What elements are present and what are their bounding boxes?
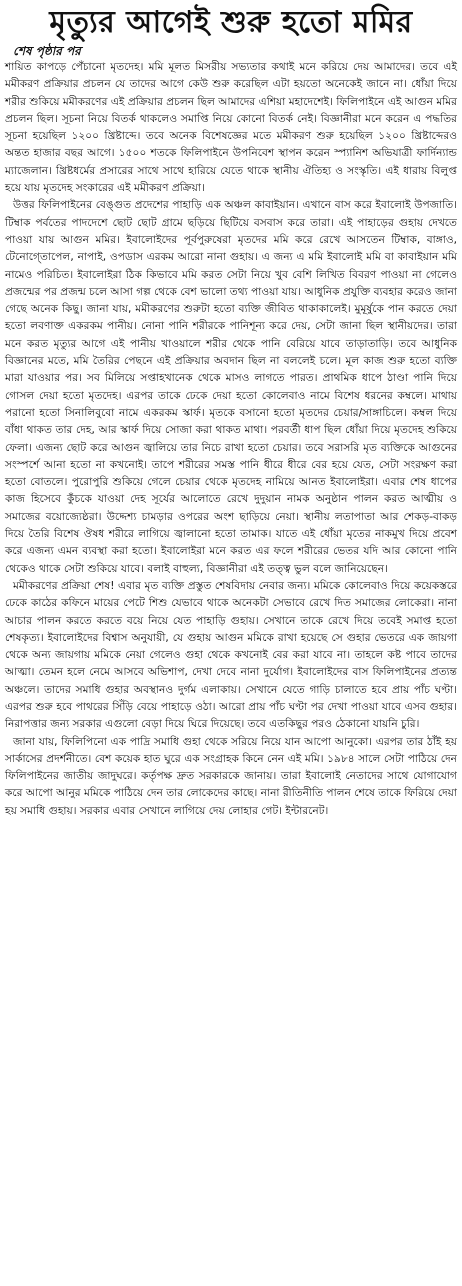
article-paragraph-2: উত্তর ফিলিপাইনের বেঙ্গুত প্রদেশের পাহাড়ি এক অঞ্চল কাবাইয়ান। এখানে বাস করে ইবালোই উপজাতি। টিম্বাক পর্বতের পাদদেশে ছোট ছোট গ্রামে ছড়িয়ে ছিটিয়ে বসবাস করে তারা। এই পাহাড়ের গুহায় দেখতে পাওয়া যায় আগুন মমির। ইবালোইদের পূর্বপুরুষেরা মৃতদের মমি করে রেখে আসতেন টিম্বাক, বাঙ্গাও, টেনোগ্তোপেল, নাপাই, ওপডাস এরকম আরো নানা গুহায়। এ জন্য এ মমি ইবালোই মমি বা কাবাইয়ান মমি নামেও পরিচিত। ইবালোইরা ঠিক কিভাবে মমি করত সেটা নিয়ে খুব বেশি লিখিত বিবরণ পাওয়া না গেলেও প্রজন্মের পর প্রজন্ম চলে আসা গল্প থেকে বেশ ভালো তথ্য পাওয়া যায়। আধুনিক প্রযুক্তি ব্যবহার করেও জানা গেছে অনেক কিছু। জানা যায়, মমীকরণের শুরুটা হতো ব্যক্তি জীবিত থাকাকালেই। মুমূর্ষুকে পান করতে দেয়া হতো লবণাক্ত একরকম পানীয়। নোনা পানি শরীরকে পানিশূন্য করে দেয়, সেটা জানা ছিল স্থানীয়দের। তারা মনে করত মৃত্যুর আগে এই পানীয় খাওয়ালে শরীর থেকে পানি বেরিয়ে যাবে তাড়াতাড়ি। তবে আধুনিক বিজ্ঞানের মতে, মমি তৈরির পেছনে এই প্রক্রিয়ার অবদান ছিল না বললেই চলে। মূল কাজ শুরু হতো ব্যক্তি মারা যাওয়ার পর। সব মিলিয়ে সপ্তাহখানেক থেকে মাসও লাগতে পারত। প্রাথমিক ধাপে ঠাণ্ডা পানি দিয়ে গোসল দেয়া হতো মৃতদেহ। এরপর তাকে ঢেকে দেয়া হতো কোলেবাও নামে বিশেষ ধরনের কম্বলে। মাথায় পরানো হতো সিনালিবুবো নামে একরকম স্কার্ফ। মৃতকে বসানো হতো মৃতদের চেয়ার/সাঙ্গাচিলে। কম্বল দিয়ে বাঁধা থাকত তার দেহ, আর স্কার্ফ দিয়ে সোজা করা থাকত মাথা। পরবর্তী ধাপ ছিল ধোঁয়া দিয়ে মৃতদেহ শুকিয়ে ফেলা। এজন্য ছোট করে আগুন জ্বালিয়ে তার নিচে রাখা হতো চেয়ার। তবে সরাসরি মৃত ব্যক্তিকে আগুনের সংস্পর্শে আনা হতো না কখনোই। তাপে শরীরের সমস্ত পানি ধীরে ধীরে বের হয়ে যেত, সেটা সংরক্ষণ করা হতো বোতলে। পুরোপুরি শুকিয়ে গেলে চেয়ার থেকে মৃতদেহ নামিয়ে আনত ইবালোইরা। এবার শেষ ধাপের কাজ হিসেবে কুঁচকে যাওয়া দেহ সূর্যের আলোতে রেখে দুদুয়ান নামক অনুষ্ঠান পালন করত আত্মীয় ও সমাজের বয়োজ্যেষ্ঠরা। উদ্দেশ্য চামড়ার ওপরের অংশ ছাড়িয়ে নেয়া। স্থানীয় লতাপাতা আর শেকড়-বাকড় দিয়ে তৈরি বিশেষ ঔষধ শরীরে লাগিয়ে জ্বালানো হতো তামাক। যাতে এই ধোঁয়া মৃতের নাকমুখ দিয়ে প্রবেশ করে এজন্য এমন ব্যবস্থা করা হতো। ইবালোইরা মনে করত এর ফলে শরীরের ভেতর যদি আর কোনো পানি থেকেও থাকে সেটা শুকিয়ে যাবে। বলাই বাহুল্য, বিজ্ঞানীরা এই তত্ত্ব ভুল বলে জানিয়েছেন। [5, 199, 457, 575]
article-paragraph-1: শায়িত কাপড়ে পেঁচানো মৃতদেহ। মমি মূলত মিসরীয় সভ্যতার কথাই মনে করিয়ে দেয় আমাদের। তবে এই মমীকরণ প্রক্রিয়ার প্রচলন যে তাদের আগে কেউ শুরু করেছিল এটা হয়তো অনেকেই জানে না। ধোঁয়া দিয়ে শরীর শুকিয়ে মমীকরণের এই প্রক্রিয়ার প্রচলন ছিল আমাদের এশিয়া মহাদেশেই। ফিলিপাইনে এই আগুন মমির প্রচলন ছিল। সূচনা নিয়ে বিতর্ক থাকলেও সমাপ্তি নিয়ে কোনো বিতর্ক নেই। বিজ্ঞানীরা মনে করেন এ পদ্ধতির সূচনা হয়েছিল ১২০০ খ্রিষ্টাব্দে। তবে অনেক বিশেষজ্ঞের মতে মমীকরণ শুরু হয়েছিল ১২০০ খ্রিষ্টাব্দেরও অন্তত হাজার বছর আগে। ১৫০০ শতকে ফিলিপাইনে উপনিবেশ স্থাপন করেন স্প্যানিশ অভিযাত্রী ফার্দিন্যান্ড ম্যাজেলান। খ্রিষ্টধর্মের প্রসারের সাথে সাথে হারিয়ে যেতে থাকে স্থানীয় ঐতিহ্য ও সংস্কৃতি। এই ধারায় বিলুপ্ত হয়ে যায় মৃতদেহ সংকারের এই মমীকরণ প্রক্রিয়া। [5, 61, 457, 195]
continued-from-label: শেষ পৃষ্ঠার পর [13, 44, 81, 58]
article-headline: মৃত্যুর আগেই শুরু হতো মমির [49, 5, 413, 40]
article-paragraph-4: জানা যায়, ফিলিপিনো এক পাদ্রি সমাধি গুহা থেকে সরিয়ে নিয়ে যান আপো আনুকো। এরপর তার ঠাঁই হয় সার্কাসের প্রদর্শনীতে। বেশ কয়েক হাত ঘুরে এক সংগ্রাহক কিনে নেন এই মমি। ১৯৮৪ সালে সেটা পাঠিয়ে দেন ফিলিপাইনের জাতীয় জাদুঘরে। কর্তৃপক্ষ দ্রুত সরকারকে জানায়। তারা ইবালোই নেতাদের সাথে যোগাযোগ করে আপো আনুর মমিকে পাঠিয়ে দেন তার লোকেদের কাছে। নানা রীতিনীতি পালন শেষে তাকে ফিরিয়ে দেয়া হয় সমাধি গুহায়। সরকার এবার সেখানে লাগিয়ে দেয় লোহার গেট। ইন্টারনেট। [5, 735, 457, 817]
article-body [5, 59, 457, 820]
article-paragraph-3: মমীকরণের প্রক্রিয়া শেষ! এবার মৃত ব্যক্তি প্রস্তুত শেষবিদায় নেবার জন্য। মমিকে কোলেবাও দিয়ে কয়েকস্তরে ঢেকে কাঠের কফিনে মায়ের পেটে শিশু যেভাবে থাকে অনেকটা সেভাবে রেখে দিত সমাজের লোকেরা। নানা আচার পালন করতে করতে বয়ে নিয়ে যেত পাহাড়ি গুহায়। সেখানে তাকে রেখে দিয়ে তবেই সমাপ্ত হতো শেষকৃত্য। ইবালোইদের বিশ্বাস অনুযায়ী, যে গুহায় আগুন মমিকে রাখা হয়েছে সে গুহার ভেতরে এক জায়গা থেকে অন্য জায়গায় মমিকে নেয়া গেলেও গুহা থেকে কখনোই বের করা যাবে না। তাহলে কষ্ট পাবে তাদের আত্মা। তেমন হলে নেমে আসবে অভিশাপ, দেখা দেবে নানা দুর্যোগ। ইবালোইদের বাস ফিলিপাইনের প্রত্যন্ত অঞ্চলে। তাদের সমাধি গুহার অবস্থানও দুর্গম এলাকায়। সেখানে যেতে গাড়ি চালাতে হবে প্রায় পাঁচ ঘণ্টা। এরপর শুরু হবে পাথরের সিঁড়ি বেয়ে পাহাড়ে ওঠা। আরো প্রায় পাঁচ ঘণ্টা পর দেখা পাওয়া যাবে এসব গুহার। নিরাপত্তার জন্য সরকার এগুলো বেড়া দিয়ে ঘিরে দিয়েছে। তবে এতকিছুর পরও ঠেকানো যায়নি চুরি। [5, 579, 457, 731]
